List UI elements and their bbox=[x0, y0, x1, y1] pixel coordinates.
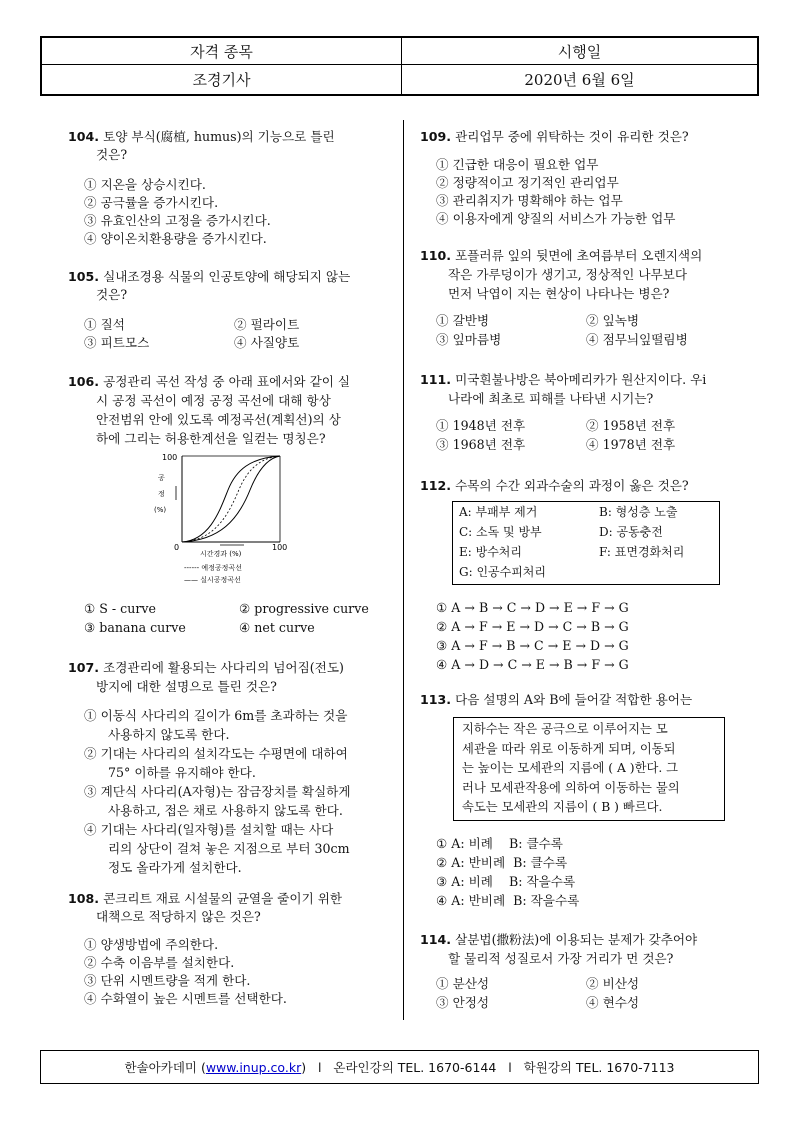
question-109 bbox=[420, 128, 765, 228]
option-4[interactable]: ④ 사질양토 bbox=[234, 335, 300, 350]
option-2[interactable]: ② 공극률을 증가시킨다. bbox=[84, 195, 219, 210]
option-1[interactable]: ① 1948년 전후 bbox=[436, 418, 526, 433]
question-number: 105. bbox=[68, 269, 100, 284]
option-2[interactable]: ② A → F → E → D → C → B → G bbox=[436, 619, 629, 634]
question-text: 작은 가루덩이가 생기고, 정상적인 나무보다 bbox=[448, 267, 687, 282]
option-4[interactable]: ④ A: 반비례 B: 작을수록 bbox=[436, 893, 580, 908]
step-e: E: 방수처리 bbox=[459, 545, 522, 559]
option-3[interactable]: ③ 잎마름병 bbox=[436, 332, 502, 347]
question-110 bbox=[420, 246, 765, 349]
footer-contact: ) l 온라인강의 TEL. 1670-6144 l 학원강의 TEL. 1670-7113 bbox=[301, 1060, 675, 1075]
question-text: 실내조경용 식물의 인공토양에 해당되지 않는 bbox=[103, 269, 351, 284]
option-4[interactable]: ④ 현수성 bbox=[586, 995, 640, 1010]
option-2[interactable]: ② 1958년 전후 bbox=[586, 418, 676, 433]
question-number: 109. bbox=[420, 129, 452, 144]
question-114 bbox=[420, 930, 765, 1012]
option-3[interactable]: ③ 관리취지가 명확해야 하는 업무 bbox=[436, 193, 623, 208]
question-text: 대책으로 적당하지 않은 것은? bbox=[96, 909, 261, 924]
question-text: 수목의 수간 외과수술의 과정이 옳은 것은? bbox=[455, 478, 689, 493]
question-number: 110. bbox=[420, 248, 452, 263]
option-3[interactable]: ③ 유효인산의 고정을 증가시킨다. bbox=[84, 213, 271, 228]
question-text: 할 물리적 성질로서 가장 거리가 먼 것은? bbox=[448, 951, 674, 966]
website-link[interactable]: www.inup.co.kr bbox=[205, 1059, 302, 1075]
y-top-label: 100 bbox=[162, 453, 178, 462]
question-text: 나라에 최초로 피해를 나타낸 시기는? bbox=[448, 391, 654, 406]
option-2[interactable]: ② A: 반비례 B: 클수록 bbox=[436, 855, 568, 870]
option-3[interactable]: ③ 안정성 bbox=[436, 995, 490, 1010]
x-axis-label: 시간경과 (%) bbox=[200, 550, 242, 558]
column-divider bbox=[403, 120, 404, 1020]
question-104 bbox=[68, 128, 398, 248]
option-1[interactable]: ① 긴급한 대응이 필요한 업무 bbox=[436, 157, 599, 172]
option-1[interactable] bbox=[68, 706, 398, 744]
option-text: ③ 계단식 사다리(A자형)는 잠금장치를 확실하게 bbox=[84, 784, 351, 799]
option-4[interactable]: ④ 양이온치환용량을 증가시킨다. bbox=[84, 231, 267, 246]
question-text: 것은? bbox=[96, 147, 128, 162]
question-105 bbox=[68, 268, 398, 352]
step-f: F: 표면경화처리 bbox=[599, 545, 685, 559]
passage-line: 는 높이는 모세관의 지름에 ( A )한다. 그 bbox=[462, 761, 679, 775]
step-c: C: 소독 및 방부 bbox=[459, 525, 542, 539]
option-3[interactable]: ③ A: 비례 B: 작을수록 bbox=[436, 874, 576, 889]
origin-label: 0 bbox=[174, 543, 180, 552]
option-2[interactable]: ② 펄라이트 bbox=[234, 317, 300, 332]
question-106-options bbox=[68, 599, 398, 637]
option-4[interactable] bbox=[68, 820, 398, 877]
question-108 bbox=[68, 890, 398, 1008]
question-text: 것은? bbox=[96, 287, 128, 302]
question-number: 112. bbox=[420, 478, 452, 493]
legend-actual: —— 실시공정곡선 bbox=[184, 576, 241, 584]
question-number: 106. bbox=[68, 374, 100, 389]
option-text: 사용하고, 접은 채로 사용하지 않도록 한다. bbox=[108, 803, 343, 818]
question-text: 토양 부식(腐植, humus)의 기능으로 틀린 bbox=[103, 129, 335, 144]
option-1[interactable]: ① 갈반병 bbox=[436, 313, 490, 328]
y-axis-label: 공 bbox=[158, 474, 165, 482]
question-number: 114. bbox=[420, 932, 452, 947]
option-3[interactable]: ③ banana curve bbox=[84, 620, 186, 635]
option-1[interactable]: ① 분산성 bbox=[436, 976, 490, 991]
header-label-subject: 자격 종목 bbox=[190, 42, 253, 61]
option-1[interactable]: ① 지온을 상승시킨다. bbox=[84, 177, 206, 192]
legend-planned: ------ 예정공정곡선 bbox=[184, 564, 242, 572]
option-3[interactable]: ③ 1968년 전후 bbox=[436, 437, 526, 452]
option-text: ① 이동식 사다리의 길이가 6m를 초과하는 것을 bbox=[84, 708, 348, 723]
option-2[interactable] bbox=[68, 744, 398, 782]
header-subject: 조경기사 bbox=[192, 71, 251, 89]
question-112-options bbox=[420, 598, 765, 674]
progress-curve-figure bbox=[140, 450, 320, 590]
option-1[interactable]: ① A: 비례 B: 클수록 bbox=[436, 836, 563, 851]
question-text: 안전범위 안에 있도록 예정곡선(계획선)의 상 bbox=[96, 412, 341, 427]
option-4[interactable]: ④ 1978년 전후 bbox=[586, 437, 676, 452]
option-text: 정도 올라가게 설치한다. bbox=[108, 860, 242, 875]
option-text: 75° 이하를 유지해야 한다. bbox=[108, 765, 256, 780]
question-text: 시 공정 곡선이 예정 공정 곡선에 대해 항상 bbox=[96, 393, 331, 408]
option-2[interactable]: ② progressive curve bbox=[239, 601, 369, 616]
question-text: 포플러류 잎의 뒷면에 초여름부터 오렌지색의 bbox=[455, 248, 703, 263]
question-number: 107. bbox=[68, 660, 100, 675]
option-3[interactable]: ③ 피트모스 bbox=[84, 335, 150, 350]
step-b: B: 형성층 노출 bbox=[599, 505, 678, 519]
option-text: ② 기대는 사다리의 설치각도는 수평면에 대하여 bbox=[84, 746, 348, 761]
question-text: 먼저 낙엽이 지는 현상이 나타나는 병은? bbox=[448, 286, 670, 301]
option-4[interactable]: ④ 이용자에게 양질의 서비스가 가능한 업무 bbox=[436, 211, 676, 226]
question-107 bbox=[68, 658, 398, 877]
option-1[interactable]: ① 양생방법에 주의한다. bbox=[84, 937, 219, 952]
option-1[interactable]: ① S - curve bbox=[84, 601, 156, 616]
option-text: 리의 상단이 걸쳐 놓은 지점으로 부터 30cm bbox=[108, 841, 350, 856]
header-date: 2020년 6월 6일 bbox=[524, 71, 635, 89]
option-text: 사용하지 않도록 한다. bbox=[108, 727, 230, 742]
option-3[interactable]: ③ 단위 시멘트량을 적게 한다. bbox=[84, 973, 251, 988]
option-text: ④ 기대는 사다리(일자형)를 설치할 때는 사다 bbox=[84, 822, 334, 837]
header-table bbox=[40, 36, 759, 96]
question-text: 콘크리트 재료 시설물의 균열을 줄이기 위한 bbox=[103, 891, 343, 906]
step-a: A: 부패부 제거 bbox=[459, 505, 538, 519]
passage-line: 세관을 따라 위로 이동하게 되며, 이동되 bbox=[462, 741, 676, 756]
header-label-date: 시행일 bbox=[557, 42, 602, 61]
passage-line: 속도는 모세관의 지름이 ( B ) 빠르다. bbox=[462, 800, 663, 814]
question-111 bbox=[420, 370, 765, 454]
question-number: 104. bbox=[68, 129, 100, 144]
option-1[interactable]: ① 질석 bbox=[84, 317, 125, 332]
question-text: 하에 그리는 허용한계선을 일컫는 명칭은? bbox=[96, 431, 326, 446]
passage-line: 지하수는 작은 공극으로 이루어지는 모 bbox=[462, 722, 668, 736]
planned-curve bbox=[182, 456, 280, 542]
question-text: 미국흰불나방은 북아메리카가 원산지이다. 우i bbox=[455, 372, 707, 387]
question-106 bbox=[68, 372, 398, 448]
question-number: 113. bbox=[420, 692, 452, 707]
option-2[interactable]: ② 정량적이고 정기적인 관리업무 bbox=[436, 175, 619, 190]
question-number: 108. bbox=[68, 891, 100, 906]
lower-limit-curve bbox=[182, 456, 280, 542]
question-113 bbox=[420, 690, 765, 709]
passage-line: 러나 모세관작용에 의하여 이동하는 물의 bbox=[462, 780, 680, 795]
option-2[interactable]: ② 비산성 bbox=[586, 976, 640, 991]
question-text: 관리업무 중에 위탁하는 것이 유리한 것은? bbox=[455, 129, 689, 144]
question-text: 조경관리에 활용되는 사다리의 넘어짐(전도) bbox=[103, 660, 344, 675]
q113-passage-box bbox=[453, 717, 725, 821]
footer-prefix: 한솔아카데미 ( bbox=[124, 1060, 206, 1075]
question-text: 방지에 대한 설명으로 틀린 것은? bbox=[96, 679, 277, 694]
question-112 bbox=[420, 476, 765, 495]
question-text: 다음 설명의 A와 B에 들어갈 적합한 용어는 bbox=[455, 692, 693, 707]
option-3[interactable] bbox=[68, 782, 398, 820]
footer bbox=[40, 1050, 759, 1084]
question-number: 111. bbox=[420, 372, 452, 387]
question-113-options bbox=[420, 834, 765, 910]
y-axis-label: (%) bbox=[154, 506, 167, 514]
option-4[interactable]: ④ 점무늬잎떨림병 bbox=[586, 332, 688, 347]
option-2[interactable]: ② 잎녹병 bbox=[586, 313, 640, 328]
q112-steps-box bbox=[452, 501, 720, 585]
y-axis-label: 정 bbox=[158, 490, 165, 498]
option-2[interactable]: ② 수축 이음부를 설치한다. bbox=[84, 955, 235, 970]
question-text: 살분법(撒粉法)에 이용되는 분제가 갖추어야 bbox=[455, 932, 698, 947]
option-4[interactable]: ④ 수화열이 높은 시멘트를 선택한다. bbox=[84, 991, 287, 1006]
question-text: 공정관리 곡선 작성 중 아래 표에서와 같이 실 bbox=[103, 374, 351, 389]
step-g: G: 인공수피처리 bbox=[459, 565, 546, 579]
option-3[interactable]: ③ A → F → B → C → E → D → G bbox=[436, 638, 629, 653]
x-end-label: 100 bbox=[272, 543, 288, 552]
option-1[interactable]: ① A → B → C → D → E → F → G bbox=[436, 600, 629, 615]
option-4[interactable]: ④ net curve bbox=[239, 620, 315, 635]
upper-limit-curve bbox=[182, 456, 280, 542]
option-4[interactable]: ④ A → D → C → E → B → F → G bbox=[436, 657, 629, 672]
step-d: D: 공동충전 bbox=[599, 525, 663, 539]
